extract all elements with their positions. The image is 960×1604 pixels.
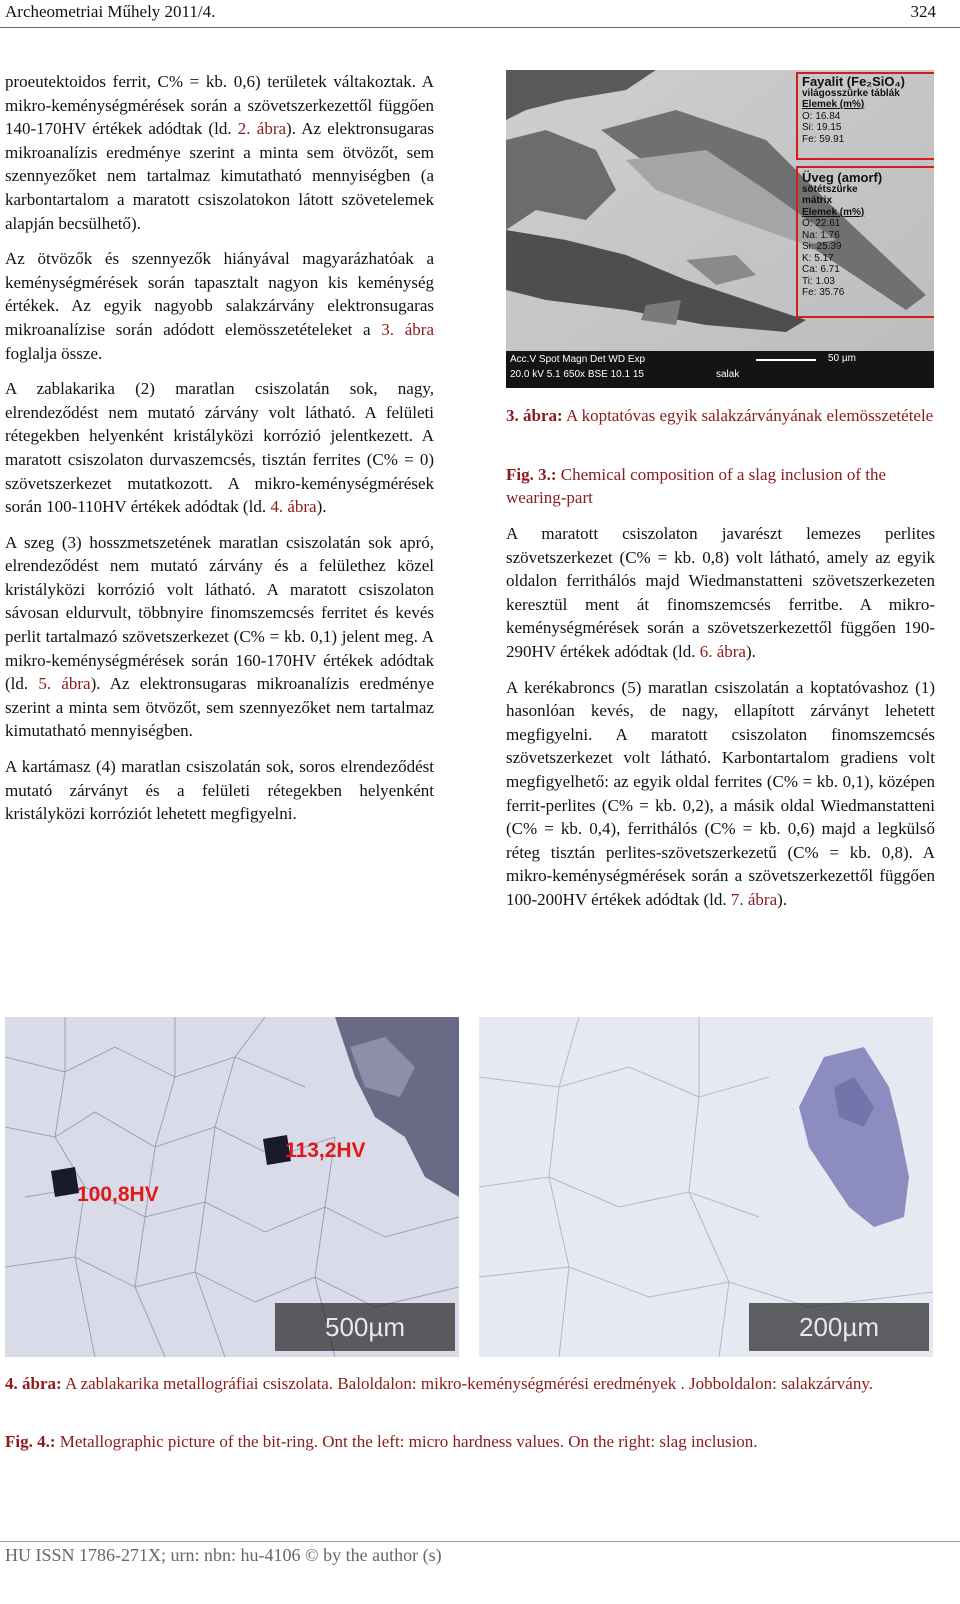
header-rule (0, 27, 960, 28)
paragraph: A kartámasz (4) maratlan csiszolatán sok, soros elrendeződést mutató zárványt és a felületi rétegekben helyenként kristályközi korróziót lehetett megfigyelni. (5, 757, 434, 824)
figure-ref[interactable]: 2. ábra (237, 119, 287, 139)
scale-bar-label: 500µm (275, 1303, 455, 1351)
paragraph: A maratott csiszolaton javarészt lemezes perlites szövetszerkezet (C% = kb. 0,8) volt látható, amely az egyik oldalon ferrithálós majd Wiedmanstatteni szövetszerkezeten keresztül ment át finomszemcsés ferritbe. A mikro-keménységmérések során a szövetszerkezettől függően 190-290HV értékek adódtak (ld. 6. ábra). (506, 524, 935, 661)
hardness-label: 100,8HV (77, 1183, 159, 1206)
figure-ref[interactable]: 3. ábra (381, 319, 434, 339)
hardness-label: 113,2HV (285, 1139, 366, 1162)
figure-ref[interactable]: 7. ábra (730, 889, 778, 909)
micrograph-slag-inclusion (479, 1017, 933, 1357)
page-number: 324 (910, 2, 936, 21)
right-column (506, 522, 935, 924)
fayalit-annotation: Fayalit (Fe₂SiO₄) világosszürke táblák Elemek (m%) O: 16.84 Si: 19.15 Fe: 59.91 (802, 74, 905, 145)
paragraph: A kerékabroncs (5) maratlan csiszolatán a koptatóvashoz (1) hasonlóan kevés, de nagy, ellapított zárványt lehetett megfigyelni. A maratott csiszolaton finomszemcsés szövetszerkezet volt látható. Karbontartalom gradiens volt megfigyelhető: az egyik oldal ferrites (C% = kb. 0,1), középen ferrit-perlites (C% = kb. 0,2), a másik oldal Wiedmanstatteni (C% = kb. 0,4), ferrithálós (C% = kb. 0,6) majd a legkülső réteg tisztán perlites-szövetszerkezetű (C% = kb. 0,8). A mikro-keménységmérések során a szövetszerkezettől függően 100-200HV értékek adódtak (ld. 7. ábra). (506, 677, 935, 909)
figure-ref[interactable]: 5. ábra (38, 674, 91, 694)
page-footer: HU ISSN 1786-271X; urn: nbn: hu-4106 © by the author (s) (5, 1545, 442, 1565)
figure-ref[interactable]: 6. ábra (699, 641, 746, 661)
scale-bar-label: 200µm (749, 1303, 929, 1351)
uveg-annotation: Üveg (amorf) sötétszürke mátrix Elemek (m%) O: 22.61 Na: 1.76 Si: 25.39 K: 5.17 Ca: 6.71 Ti: 1.03 Fe: 35.76 (802, 170, 883, 298)
paragraph: A szeg (3) hosszmetszetének maratlan csiszolatán sok apró, elrendeződést nem mutató zárvány és a felülethez közel kristályközi korrózió volt látható. A maratott csiszolaton sávosan eldurvult, többnyire finomszemcsés ferritet és kevés perlit tartalmazó szövetszerkezet (C% = kb. 0,1) jelent meg. A mikro-keménységmérések során 160-170HV értékek adódtak (ld. 5. ábra). Az elektronsugaras mikroanalízis eredménye szerint a minta sem ötvözőt, sem szennyezőket nem tartalmaz kimutatható mennyiségben. (5, 532, 434, 741)
paragraph: A zablakarika (2) maratlan csiszolatán sok, nagy, elrendeződést nem mutató zárvány volt látható. A felületi rétegekben helyenként kristályközi korrózió jelentkezett. A maratott csiszolaton durvaszemcsés, tisztán ferrites (C% = 0) szövetszerkezet mutatkozott. A mikro-keménységmérések során 100-110HV értékek adódtak (ld. 4. ábra). (5, 379, 434, 517)
micrograph-hardness (5, 1017, 459, 1357)
paragraph: proeutektoidos ferrit, C% = kb. 0,6) területek váltakoztak. A mikro-keménységmérések során a szövetszerkezettől függően 140-170HV értékek adódtak (ld. 2. ábra). Az elektronsugaras mikroanalízis eredménye szerint a minta sem ötvözőt, sem szennyezőket nem tartalmaz kimutatható mennyiségben (a karbontartalom a maratott csiszolatokon látott szövetelemek alapján becsülhető). (5, 72, 434, 233)
figure-ref[interactable]: 4. ábra (270, 497, 317, 517)
figure4-caption-en: Fig. 4.: Metallographic picture of the bit-ring. Ont the left: micro hardness values. On the right: slag inclusion. (5, 1432, 758, 1451)
figure3-caption-en: Fig. 3.: Chemical composition of a slag inclusion of the wearing-part (506, 465, 887, 507)
paragraph: Az ötvözők és szennyezők hiányával magyarázhatóak a keménységmérések során tapasztalt nagyon kis keménység értékek. Az egyik nagyobb salakzárvány elektronsugaras mikroanalízise során adódott elemösszetételeket a 3. ábra foglalja össze. (5, 249, 434, 363)
journal-title: Archeometriai Műhely 2011/4. (5, 2, 216, 21)
left-column (5, 70, 434, 838)
sem-micrograph (506, 70, 934, 388)
footer-rule (0, 1541, 960, 1542)
figure4-caption-hu: 4. ábra: A zablakarika metallográfiai csiszolata. Baloldalon: mikro-keménységmérési eredmények . Jobboldalon: salakzárvány. (5, 1374, 873, 1393)
sem-data-bar: Acc.V Spot Magn Det WD Exp 20.0 kV 5.1 650x BSE 10.1 15 salak 50 µm (506, 351, 934, 388)
figure3-caption-hu: 3. ábra: A koptatóvas egyik salakzárványának elemösszetétele (506, 406, 934, 425)
page-header (5, 2, 936, 26)
sem-scale-bar (756, 359, 816, 361)
